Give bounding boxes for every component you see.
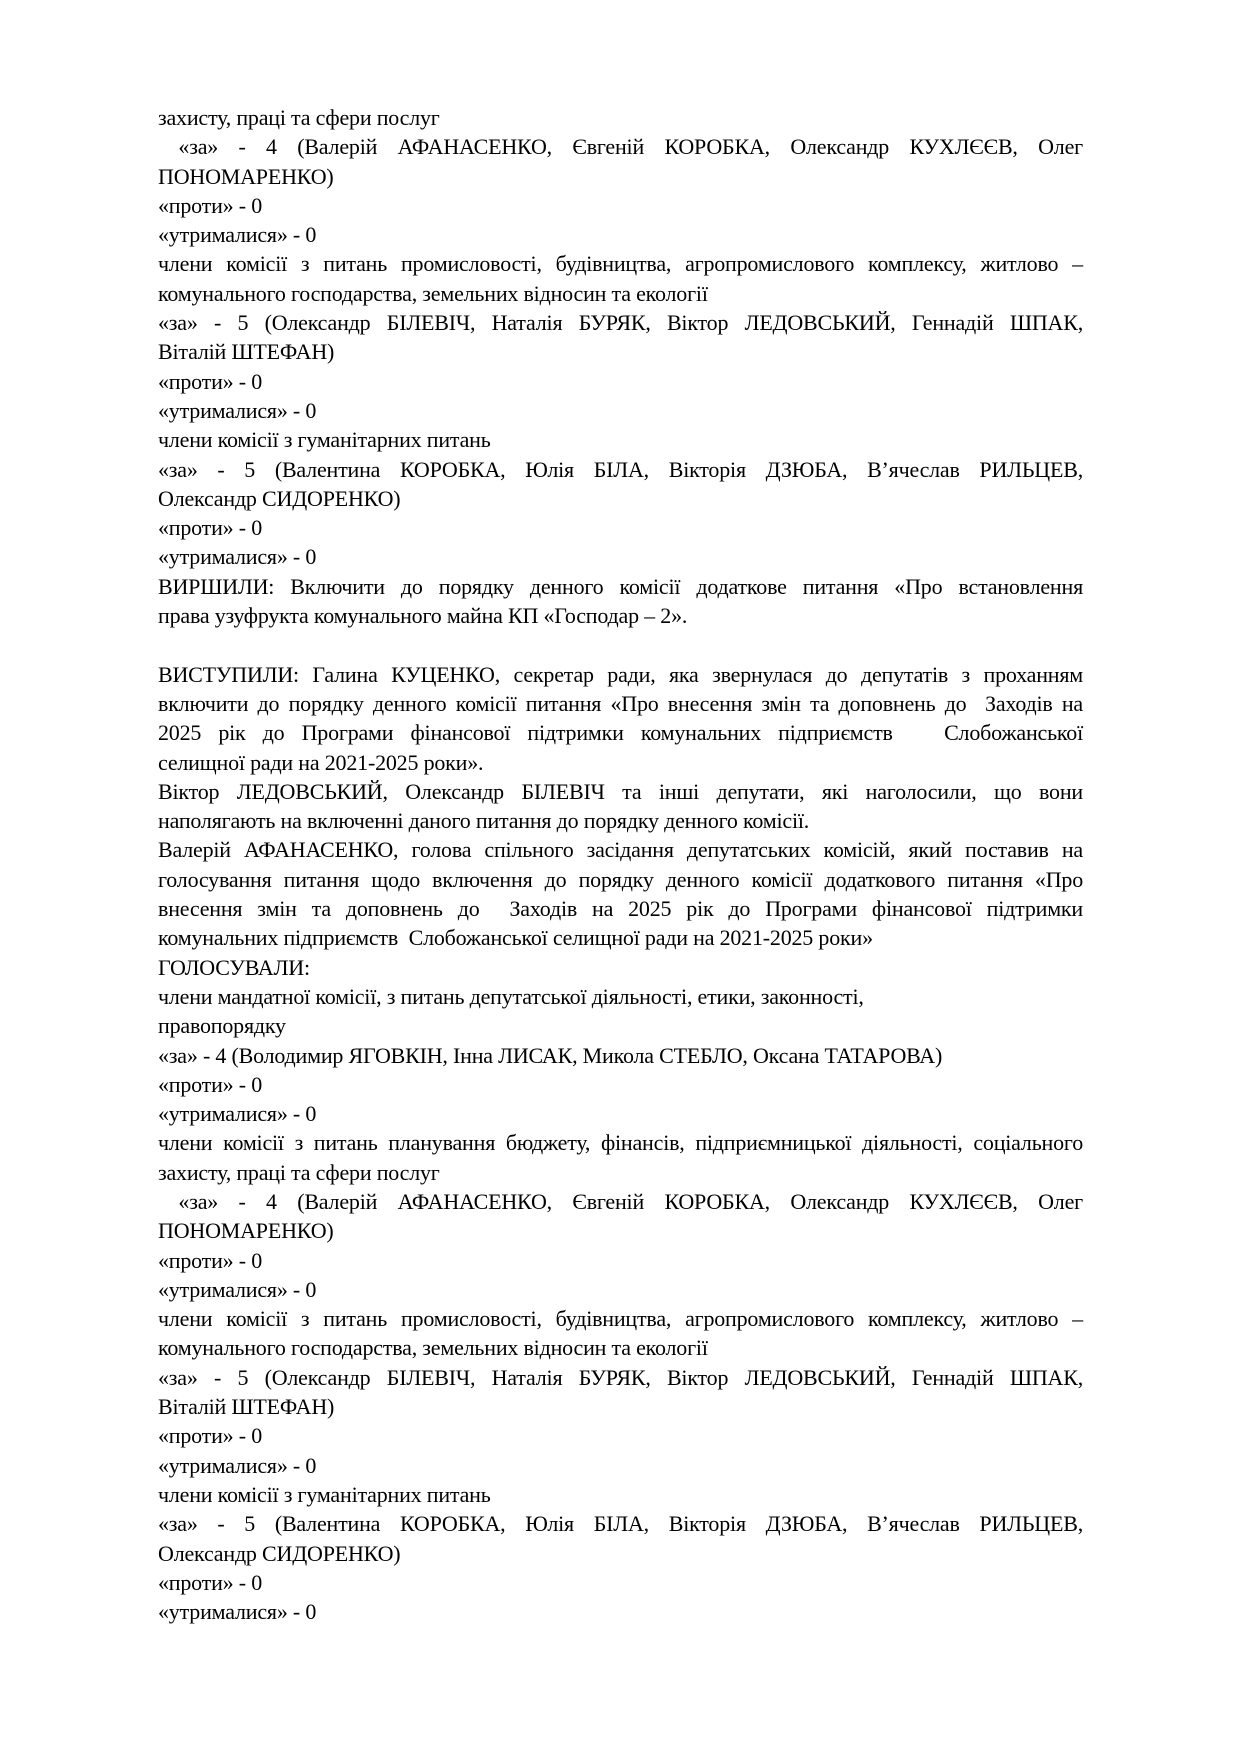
text-line: наполягають на включенні даного питання до порядку денного комісії. — [158, 808, 810, 834]
text-line: ПОНОМАРЕНКО) — [158, 163, 334, 189]
text-line: «за» - 5 (Олександр БІЛЕВІЧ, Наталія БУРЯК, Віктор ЛЕДОВСЬКИЙ, Геннадій ШПАК, — [158, 1364, 1083, 1390]
text-line: «утрималися» - 0 — [158, 1101, 317, 1127]
text-line: «за» - 5 (Валентина КОРОБКА, Юлія БІЛА, Вікторія ДЗЮБА, В’ячеслав РИЛЬЦЕВ, — [158, 1511, 1083, 1537]
text-line: захисту, праці та сфери послуг — [158, 1159, 440, 1185]
text-line: «проти» - 0 — [158, 515, 262, 541]
text-line: члени мандатної комісії, з питань депутатської діяльності, етики, законності, — [158, 983, 864, 1009]
text-line: «проти» - 0 — [158, 1247, 262, 1273]
text-line: «за» - 4 (Валерій АФАНАСЕНКО, Євгеній КОРОБКА, Олександр КУХЛЄЄВ, Олег — [158, 134, 1083, 160]
text-line: члени комісії з гуманітарних питань — [158, 427, 491, 453]
text-line: комунального господарства, земельних відносин та екології — [158, 280, 708, 306]
text-line: «утрималися» - 0 — [158, 544, 317, 570]
text-line: «утрималися» - 0 — [158, 1276, 317, 1302]
text-line: ВИРШИЛИ: Включити до порядку денного комісії додаткове питання «Про встановлення — [158, 573, 1083, 599]
text-line: члени комісії з гуманітарних питань — [158, 1481, 491, 1507]
document-text — [158, 103, 1083, 1626]
text-line: «утрималися» - 0 — [158, 222, 317, 248]
text-line: голосування питання щодо включення до порядку денного комісії додаткового питання «Про — [158, 866, 1083, 892]
text-line: Олександр СИДОРЕНКО) — [158, 1540, 401, 1566]
text-line: правопорядку — [158, 1013, 286, 1039]
text-line: включити до порядку денного комісії питання «Про внесення змін та доповнень до Заходів на — [158, 690, 1083, 716]
text-line: «проти» - 0 — [158, 1423, 262, 1449]
text-line: члени комісії з питань планування бюджету, фінансів, підприємницької діяльності, соціального — [158, 1130, 1083, 1156]
blank-line — [158, 630, 1083, 659]
text-line: «проти» - 0 — [158, 368, 262, 394]
text-line: «за» - 5 (Валентина КОРОБКА, Юлія БІЛА, Вікторія ДЗЮБА, В’ячеслав РИЛЬЦЕВ, — [158, 456, 1083, 482]
text-line: Валерій АФАНАСЕНКО, голова спільного засідання депутатських комісій, який поставив на — [158, 837, 1083, 863]
text-line: комунальних підприємств Слобожанської селищної ради на 2021-2025 роки» — [158, 925, 873, 951]
text-line: ГОЛОСУВАЛИ: — [158, 954, 310, 980]
text-line: «за» - 5 (Олександр БІЛЕВІЧ, Наталія БУРЯК, Віктор ЛЕДОВСЬКИЙ, Геннадій ШПАК, — [158, 310, 1083, 336]
text-line: «проти» - 0 — [158, 1071, 262, 1097]
text-line: члени комісії з питань промисловості, будівництва, агропромислового комплексу, житлово – — [158, 251, 1083, 277]
text-line: ВИСТУПИЛИ: Галина КУЦЕНКО, секретар ради, яка звернулася до депутатів з проханням — [158, 661, 1083, 687]
text-line: «утрималися» - 0 — [158, 397, 317, 423]
text-line: «за» - 4 (Володимир ЯГОВКІН, Інна ЛИСАК, Микола СТЕБЛО, Оксана ТАТАРОВА) — [158, 1042, 943, 1068]
text-line: Віталій ШТЕФАН) — [158, 339, 335, 365]
text-line: Віктор ЛЕДОВСЬКИЙ, Олександр БІЛЕВІЧ та інші депутати, які наголосили, що вони — [158, 778, 1083, 804]
text-line: «за» - 4 (Валерій АФАНАСЕНКО, Євгеній КОРОБКА, Олександр КУХЛЄЄВ, Олег — [158, 1188, 1083, 1214]
text-line: 2025 рік до Програми фінансової підтримки комунальних підприємств Слобожанської — [158, 720, 1083, 746]
text-line: члени комісії з питань промисловості, будівництва, агропромислового комплексу, житлово – — [158, 1306, 1083, 1332]
text-line: ПОНОМАРЕНКО) — [158, 1218, 334, 1244]
text-line: селищної ради на 2021-2025 роки». — [158, 749, 484, 775]
text-line: «утрималися» - 0 — [158, 1599, 317, 1625]
text-line: «проти» - 0 — [158, 192, 262, 218]
text-line: внесення змін та доповнень до Заходів на 2025 рік до Програми фінансової підтримки — [158, 896, 1083, 922]
text-line: захисту, праці та сфери послуг — [158, 105, 440, 130]
text-line: «проти» - 0 — [158, 1569, 262, 1595]
text-line: права узуфрукта комунального майна КП «Господар – 2». — [158, 603, 688, 629]
text-line: Олександр СИДОРЕНКО) — [158, 485, 401, 511]
text-line: «утрималися» - 0 — [158, 1452, 317, 1478]
text-line: комунального господарства, земельних відносин та екології — [158, 1335, 708, 1361]
text-line: Віталій ШТЕФАН) — [158, 1394, 335, 1420]
